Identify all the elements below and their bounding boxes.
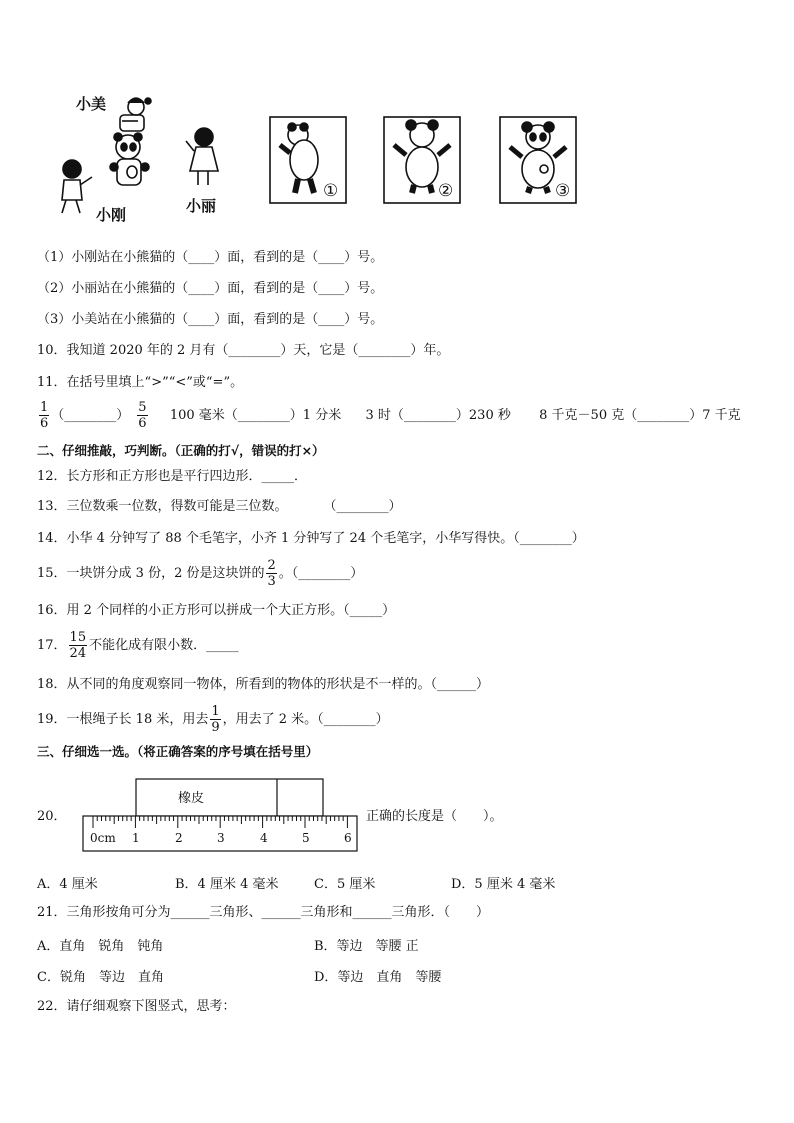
question-21-option-b: B．等边 等腰 正 bbox=[314, 939, 419, 954]
question-16: 16．用 2 个同样的小正方形可以拼成一个大正方形。（_____） bbox=[37, 603, 396, 618]
question-10: 10．我知道 2020 年的 2 月有（________）天，它是（________）年。 bbox=[37, 343, 450, 358]
q9-item-3: （3）小美站在小熊猫的（____）面，看到的是（____）号。 bbox=[37, 312, 384, 327]
ruler-tick-label-2: 2 bbox=[175, 831, 183, 845]
fraction-numerator: 5 bbox=[138, 400, 147, 415]
label-xiaomei: 小美 bbox=[76, 95, 107, 113]
xiaoli-figure bbox=[186, 128, 218, 185]
question-13-text: 13．三位数乘一位数，得数可能是三位数。 bbox=[37, 499, 288, 514]
section-2-heading: 二、仔细推敲，巧判断。（正确的打√，错误的打×） bbox=[37, 443, 325, 458]
card-number-1: ① bbox=[323, 181, 339, 201]
question-20-option-b: B．4 厘米 4 毫米 bbox=[175, 877, 279, 892]
fraction-denominator: 6 bbox=[138, 416, 147, 431]
fraction-five-sixths bbox=[137, 400, 147, 431]
ruler-tick-label-6: 6 bbox=[344, 831, 352, 845]
question-15 bbox=[37, 558, 363, 589]
question-11-stem: 11．在括号里填上“>”“<”或“=”。 bbox=[37, 375, 244, 390]
question-17-post: 不能化成有限小数．_____ bbox=[89, 638, 239, 653]
label-xiaoli: 小丽 bbox=[186, 197, 217, 215]
question-13-blank: （________） bbox=[323, 499, 402, 514]
question-14: 14．小华 4 分钟写了 88 个毛笔字，小齐 1 分钟写了 24 个毛笔字，小华写得快。（________） bbox=[37, 531, 585, 546]
question-17 bbox=[37, 630, 239, 661]
panda-figure-center bbox=[110, 133, 149, 185]
fraction-denominator: 6 bbox=[40, 416, 49, 431]
question-21-stem: 21．三角形按角可分为______三角形、______三角形和______三角形．（ ） bbox=[37, 905, 490, 920]
compare-item-4: 8 千克－50 克（________）7 千克 bbox=[539, 408, 741, 423]
ruler-tick-label-0: 0cm bbox=[90, 831, 116, 845]
panda-figure-svg bbox=[40, 85, 600, 220]
fraction-two-thirds bbox=[266, 558, 276, 589]
question-15-post: 。（________） bbox=[278, 566, 364, 581]
compare-item-3: 3 时（________）230 秒 bbox=[365, 408, 511, 423]
fraction-numerator: 2 bbox=[267, 558, 276, 573]
section-3-heading: 三、仔细选一选。（将正确答案的序号填在括号里） bbox=[37, 744, 319, 759]
question-12: 12．长方形和正方形也是平行四边形．_____． bbox=[37, 469, 308, 484]
question-18: 18．从不同的角度观察同一物体，所看到的物体的形状是不一样的。（______） bbox=[37, 677, 490, 692]
question-20-option-a: A．4 厘米 bbox=[37, 877, 98, 892]
ruler-tick-label-3: 3 bbox=[217, 831, 225, 845]
fraction-fifteen-twentyfourths bbox=[69, 630, 88, 661]
xiaogang-figure bbox=[62, 160, 92, 213]
question-22: 22．请仔细观察下图竖式，思考： bbox=[37, 999, 236, 1014]
q9-item-2: （2）小丽站在小熊猫的（____）面，看到的是（____）号。 bbox=[37, 281, 384, 296]
ruler-tick-label-4: 4 bbox=[260, 831, 268, 845]
question-19-post: ，用去了 2 米。（________） bbox=[222, 712, 389, 727]
fraction-numerator: 15 bbox=[69, 630, 87, 645]
ruler-tick-label-5: 5 bbox=[302, 831, 310, 845]
fraction-denominator: 24 bbox=[69, 646, 87, 661]
eraser-label: 橡皮 bbox=[178, 791, 205, 806]
fraction-denominator: 9 bbox=[211, 720, 220, 735]
label-xiaogang: 小刚 bbox=[96, 206, 127, 224]
ruler-tick-label-1: 1 bbox=[132, 831, 140, 845]
question-15-pre: 15．一块饼分成 3 份，2 份是这块饼的 bbox=[37, 566, 265, 581]
fraction-one-ninth bbox=[210, 704, 220, 735]
question-20-option-d: D．5 厘米 4 毫米 bbox=[451, 877, 556, 892]
question-19-pre: 19．一根绳子长 18 米，用去 bbox=[37, 712, 209, 727]
fraction-numerator: 1 bbox=[211, 704, 220, 719]
question-21-option-c: C．锐角 等边 直角 bbox=[37, 970, 164, 985]
card-number-3: ③ bbox=[555, 181, 571, 201]
question-11-items bbox=[37, 400, 741, 431]
fraction-denominator: 3 bbox=[267, 574, 276, 589]
answer-blank: （________） bbox=[51, 408, 130, 423]
question-21-option-d: D．等边 直角 等腰 bbox=[314, 970, 442, 985]
ruler-figure bbox=[82, 776, 362, 852]
question-21-option-a: A．直角 锐角 钝角 bbox=[37, 939, 164, 954]
card-number-2: ② bbox=[438, 181, 454, 201]
compare-item-2: 100 毫米（________）1 分米 bbox=[169, 408, 342, 423]
fraction-one-sixth bbox=[39, 400, 49, 431]
xiaomei-figure bbox=[120, 98, 151, 131]
question-20-option-c: C．5 厘米 bbox=[314, 877, 376, 892]
question-19 bbox=[37, 704, 389, 735]
fraction-numerator: 1 bbox=[40, 400, 49, 415]
question-20-suffix: 正确的长度是（ ）。 bbox=[366, 809, 503, 824]
eraser-shape bbox=[136, 779, 323, 816]
question-20-label: 20． bbox=[37, 809, 67, 824]
q9-item-1: （1）小刚站在小熊猫的（____）面，看到的是（____）号。 bbox=[37, 250, 384, 265]
question-13 bbox=[37, 498, 402, 516]
question-17-pre: 17． bbox=[37, 638, 67, 653]
panda-figure bbox=[40, 85, 600, 224]
